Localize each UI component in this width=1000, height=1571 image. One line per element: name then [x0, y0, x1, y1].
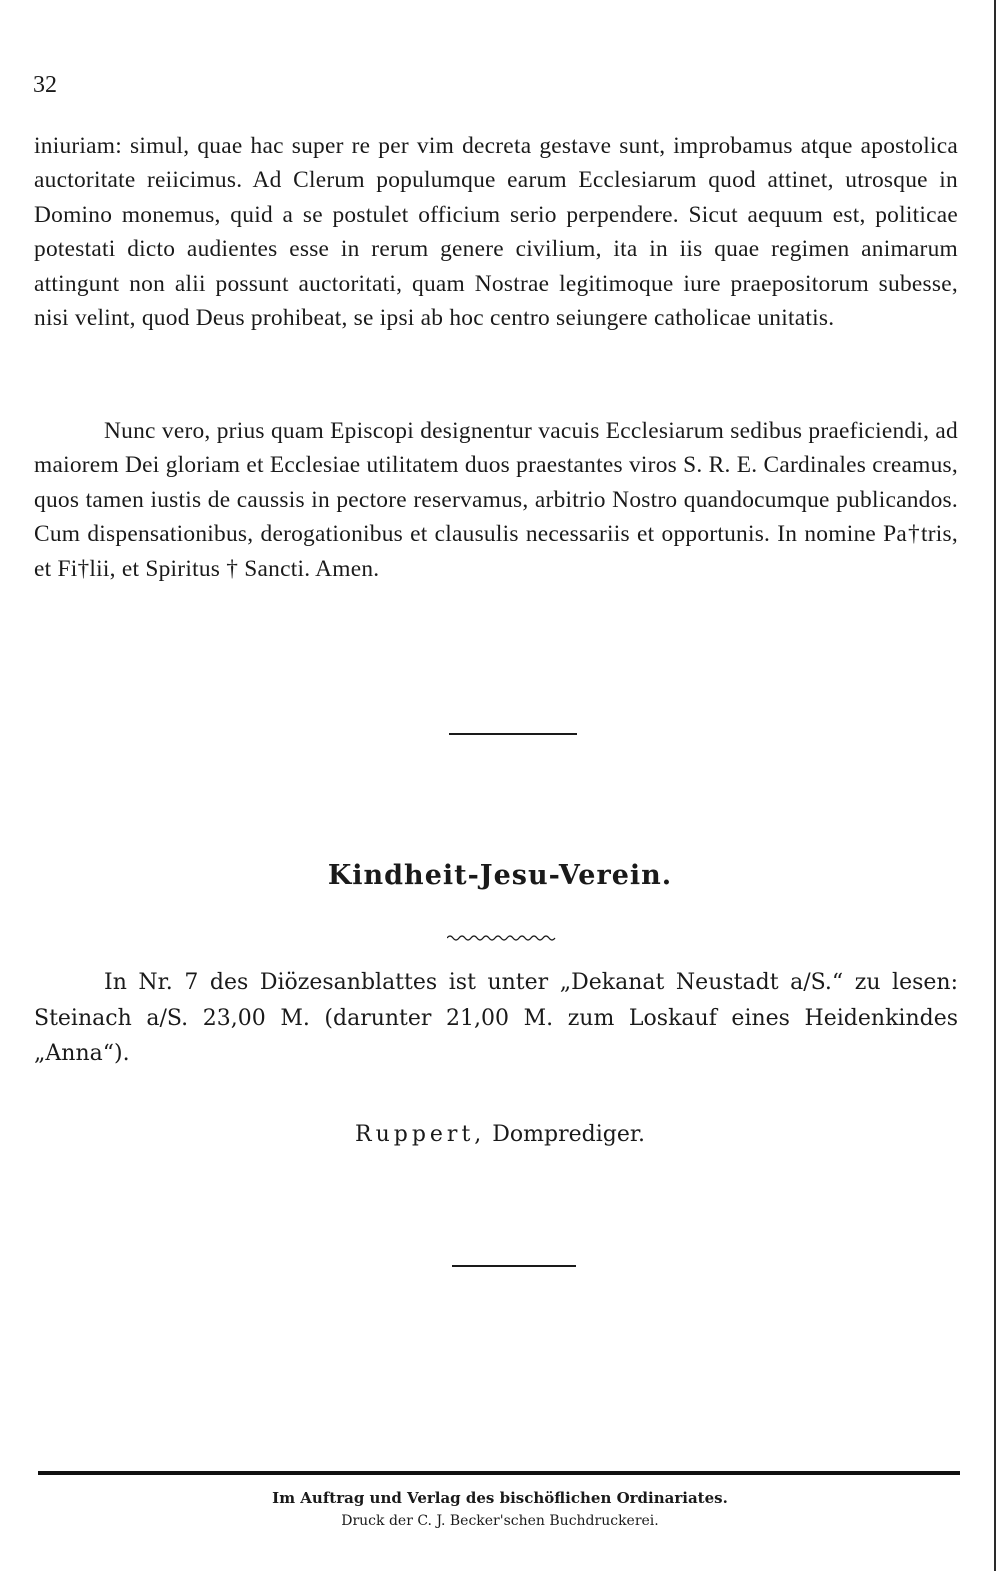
- footer-publisher: Im Auftrag und Verlag des bischöflichen Ordinariates.: [272, 1489, 728, 1507]
- signature: [0, 1122, 1000, 1147]
- section-separator-top: [449, 733, 577, 735]
- signature-title: Domprediger.: [492, 1122, 645, 1147]
- page-edge-rule: [994, 0, 996, 1571]
- footer-printer: Druck der C. J. Becker'schen Buchdruckerei.: [341, 1513, 659, 1529]
- wavy-ornament-icon: [447, 932, 557, 944]
- section-heading: Kindheit-Jesu-Verein.: [327, 860, 673, 891]
- section-separator-bottom: [452, 1265, 576, 1267]
- footer-rule: [38, 1471, 960, 1475]
- latin-paragraph-1: iniuriam: simul, quae hac super re per vim decreta gestave sunt, improbamus atque apostolica auctoritate reiicimus. Ad Clerum populumque earum Ecclesiarum quod attinet, utrosque in Domino monemus, quid a se postulet officium serio perpendere. Sicut aequum est, politicae potestati dicto audientes esse in rerum genere civilium, ita in iis quae regimen animarum attingunt non alii possunt auctoritati, quam Nostrae legitimoque iure praepositorum subesse, nisi velint, quod Deus prohibeat, se ipsi ab hoc centro seiungere catholicae unitatis.: [34, 133, 958, 332]
- page-number: 32: [33, 72, 57, 98]
- signature-name: Ruppert,: [355, 1122, 486, 1147]
- latin-paragraph-2: Nunc vero, prius quam Episcopi designentur vacuis Ecclesiarum sedibus praeficiendi, ad maiorem Dei gloriam et Ecclesiae utilitatem duos praestantes viros S. R. E. Cardinales creamus, quos tamen iustis de caussis in pectore reservamus, arbitrio Nostro quandocumque publicandos. Cum dispensationibus, derogationibus et clausulis necessariis et opportunis. In nomine Pa†tris, et Fi†lii, et Spiritus † Sancti. Amen.: [34, 418, 958, 582]
- section-body: In Nr. 7 des Diözesanblattes ist unter „Dekanat Neustadt a/S.“ zu lesen: Steinach a/S. 23,00 M. (darunter 21,00 M. zum Loskauf eines Heidenkindes „Anna“).: [34, 970, 958, 1066]
